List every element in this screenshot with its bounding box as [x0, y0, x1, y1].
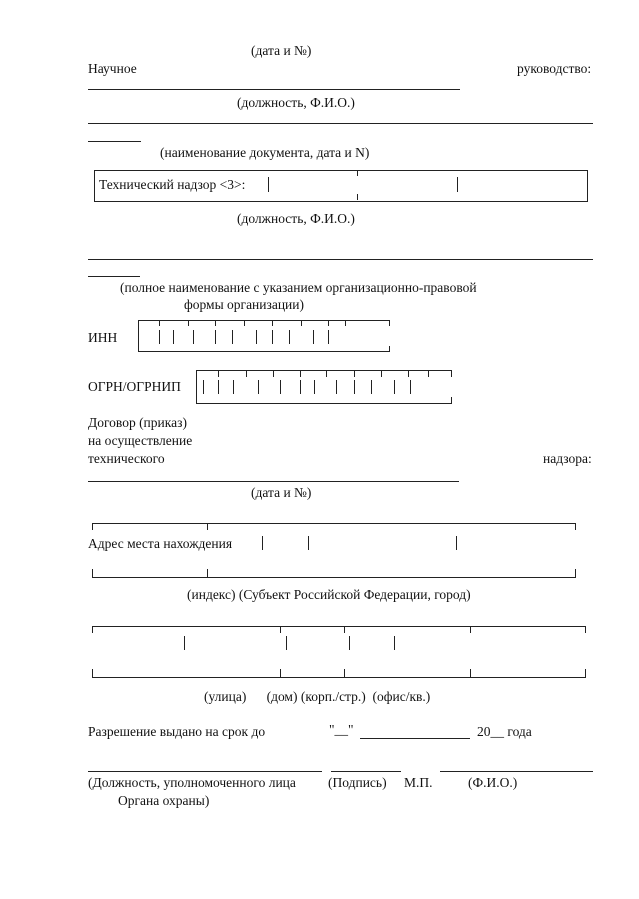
- caption-address: (индекс) (Субъект Российской Федерации, город): [187, 587, 471, 602]
- address-divider[interactable]: [262, 536, 263, 550]
- ogrn-cell: [381, 370, 382, 377]
- inn-cell: [215, 330, 216, 344]
- ogrn-cell: [300, 370, 301, 377]
- ogrn-cell: [326, 370, 327, 377]
- street-box-top: [92, 626, 586, 627]
- ogrn-cell: [428, 370, 429, 377]
- label-contract-2: на осуществление: [88, 433, 193, 448]
- street-box-edge: [585, 669, 586, 677]
- inn-grid-bottom: [138, 351, 390, 352]
- label-ogrn: ОГРН/ОГРНИП: [88, 379, 181, 394]
- caption-position-fio-2: (должность, Ф.И.О.): [237, 211, 355, 226]
- ogrn-cell: [336, 380, 337, 394]
- street-box-edge: [470, 626, 471, 633]
- ogrn-cell: [280, 380, 281, 394]
- ogrn-cell: [218, 380, 219, 394]
- street-box-edge: [280, 626, 281, 633]
- street-box-edge: [470, 669, 471, 677]
- inn-cell: [256, 330, 257, 344]
- ogrn-grid-bottom: [196, 403, 452, 404]
- tech-box-divider: [457, 177, 458, 192]
- caption-sign-mp: М.П.: [404, 775, 433, 790]
- ogrn-cell: [246, 370, 247, 377]
- inn-grid[interactable]: [138, 320, 390, 352]
- line-sign-fio[interactable]: [440, 771, 593, 772]
- tech-box-divider: [268, 177, 269, 192]
- address-box-bottom: [92, 577, 576, 578]
- tech-box-divider: [357, 170, 358, 176]
- address-box-edge: [92, 569, 93, 577]
- address-box-edge: [575, 523, 576, 530]
- street-divider[interactable]: [394, 636, 395, 650]
- label-contract: Договор (приказ): [88, 415, 187, 430]
- caption-sign-signature: (Подпись): [328, 775, 387, 790]
- inn-cell-edge: [138, 320, 139, 352]
- address-box-edge: [207, 523, 208, 530]
- address-box-edge: [207, 569, 208, 577]
- inn-cell: [159, 320, 160, 326]
- line-sign-position[interactable]: [88, 771, 322, 772]
- address-divider[interactable]: [308, 536, 309, 550]
- caption-doc-name: (наименование документа, дата и N): [160, 145, 370, 160]
- ogrn-cell: [218, 370, 219, 377]
- ogrn-cell: [394, 380, 395, 394]
- street-box-edge: [92, 626, 93, 633]
- street-box-edge: [344, 669, 345, 677]
- address-divider[interactable]: [456, 536, 457, 550]
- label-permit: Разрешение выдано на срок до: [88, 724, 266, 739]
- ogrn-cell: [300, 380, 301, 394]
- label-supervision-2: надзора:: [543, 451, 592, 466]
- inn-cell: [272, 320, 273, 326]
- inn-cell: [328, 330, 329, 344]
- ogrn-cell: [408, 370, 409, 377]
- ogrn-cell: [273, 370, 274, 377]
- street-box-edge: [92, 669, 93, 677]
- ogrn-cell: [354, 380, 355, 394]
- permit-year[interactable]: 20__ года: [477, 724, 532, 739]
- ogrn-cell: [203, 380, 204, 394]
- street-box-edge: [280, 669, 281, 677]
- line-scientific-date[interactable]: [88, 89, 460, 90]
- inn-cell: [173, 330, 174, 344]
- inn-cell: [272, 330, 273, 344]
- street-box-edge: [585, 626, 586, 633]
- address-box-top: [92, 523, 576, 524]
- permit-month-line[interactable]: [360, 738, 470, 739]
- label-tech-supervision: Технический надзор <3>:: [99, 177, 246, 192]
- ogrn-cell: [258, 380, 259, 394]
- line-scientific-fio-cont[interactable]: [88, 141, 141, 142]
- street-box-bottom: [92, 677, 586, 678]
- caption-org-full-name: (полное наименование с указанием организационно-правовой: [120, 280, 477, 295]
- inn-cell: [301, 320, 302, 326]
- street-box-edge: [344, 626, 345, 633]
- caption-sign-fio: (Ф.И.О.): [468, 775, 518, 790]
- street-divider[interactable]: [184, 636, 185, 650]
- inn-cell: [215, 320, 216, 326]
- ogrn-cell: [371, 380, 372, 394]
- line-contract-date[interactable]: [88, 481, 459, 482]
- ogrn-grid-top: [196, 370, 452, 371]
- address-box-edge: [92, 523, 93, 530]
- inn-cell-edge: [389, 346, 390, 352]
- ogrn-cell-edge: [451, 370, 452, 377]
- permit-day[interactable]: "__": [329, 722, 354, 737]
- inn-cell: [345, 320, 346, 326]
- line-tech-fio-cont[interactable]: [88, 276, 140, 277]
- line-sign-signature[interactable]: [331, 771, 401, 772]
- caption-org-form: формы организации): [184, 297, 305, 312]
- inn-cell: [328, 320, 329, 326]
- caption-sign-organ: Органа охраны): [118, 793, 210, 808]
- ogrn-cell: [354, 370, 355, 377]
- caption-sign-position: (Должность, уполномоченного лица: [88, 775, 296, 790]
- ogrn-cell: [314, 380, 315, 394]
- ogrn-cell: [233, 380, 234, 394]
- ogrn-grid[interactable]: [196, 370, 452, 404]
- inn-cell: [159, 330, 160, 344]
- inn-cell: [313, 330, 314, 344]
- caption-date-no-2: (дата и №): [251, 485, 312, 500]
- label-scientific: Научное: [88, 61, 137, 76]
- street-divider[interactable]: [286, 636, 287, 650]
- inn-cell-edge: [389, 320, 390, 326]
- label-contract-3: технического: [88, 451, 165, 466]
- inn-cell: [244, 320, 245, 326]
- ogrn-cell-edge: [451, 397, 452, 404]
- line-tech-fio[interactable]: [88, 259, 593, 260]
- inn-cell: [232, 330, 233, 344]
- street-divider[interactable]: [349, 636, 350, 650]
- ogrn-cell: [410, 380, 411, 394]
- caption-date-no-1: (дата и №): [251, 43, 312, 58]
- address-box-edge: [575, 569, 576, 577]
- label-inn: ИНН: [88, 330, 118, 345]
- inn-cell: [289, 330, 290, 344]
- caption-street: (улица) (дом) (корп./стр.) (офис/кв.): [204, 689, 431, 704]
- ogrn-cell-edge: [196, 370, 197, 404]
- inn-cell: [188, 320, 189, 326]
- caption-position-fio-1: (должность, Ф.И.О.): [237, 95, 355, 110]
- label-supervision: руководство:: [517, 61, 592, 76]
- inn-grid-top: [138, 320, 390, 321]
- label-address: Адрес места нахождения: [88, 536, 233, 551]
- tech-box-divider: [357, 194, 358, 200]
- inn-cell: [193, 330, 194, 344]
- line-scientific-fio[interactable]: [88, 123, 593, 124]
